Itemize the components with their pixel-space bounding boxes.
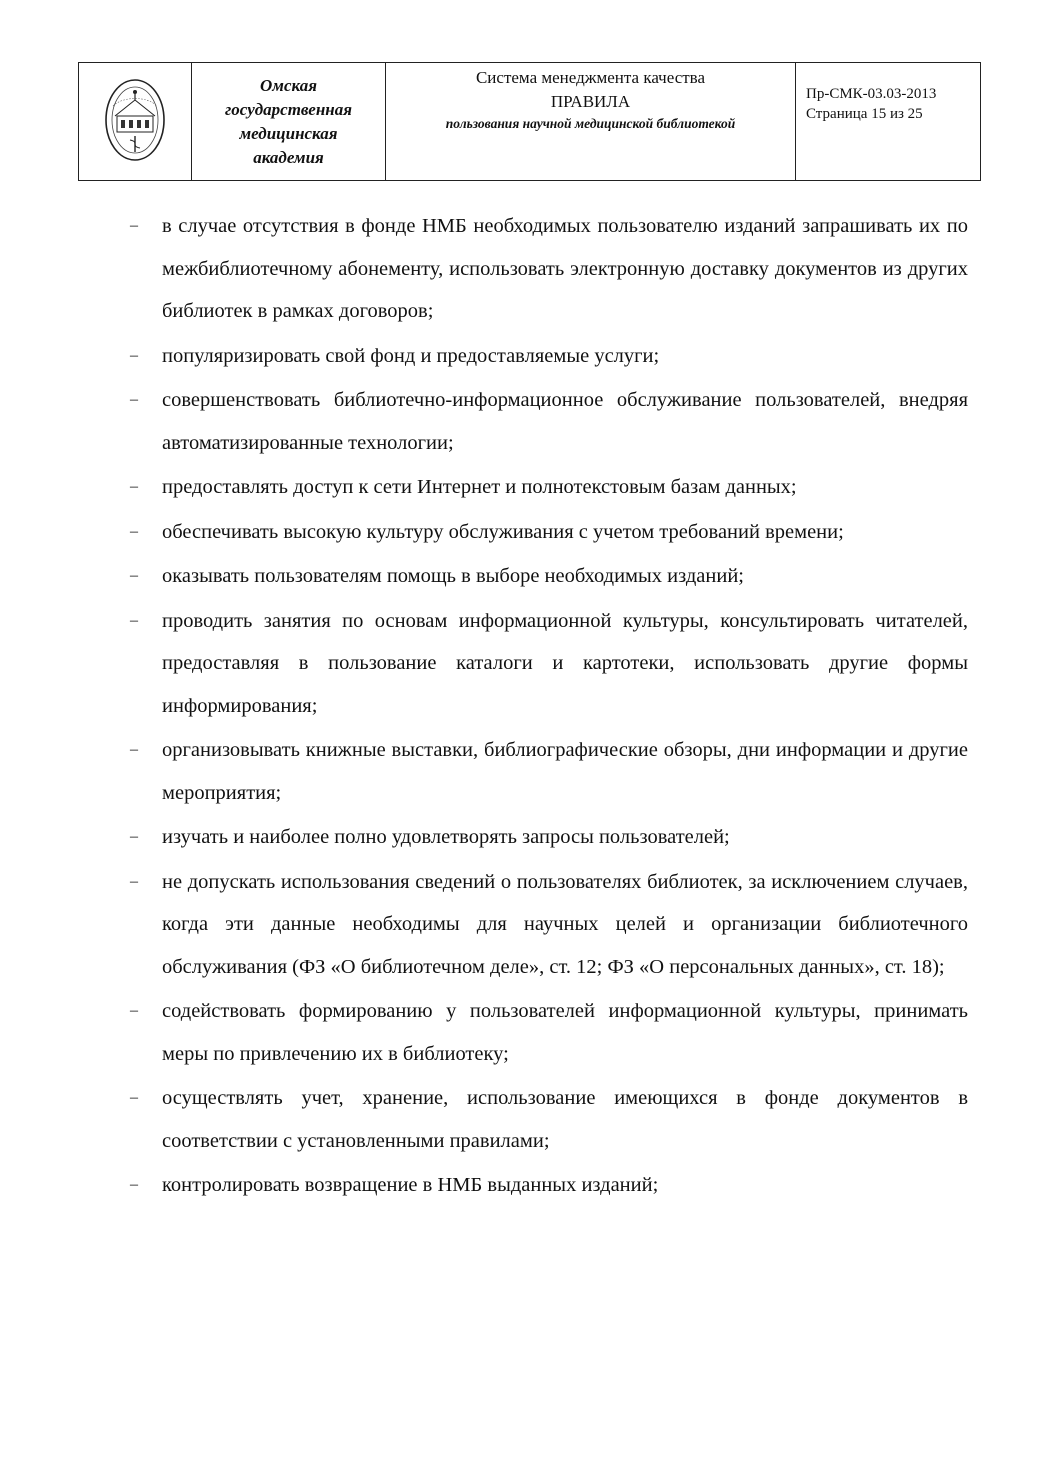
- list-marker: –: [130, 478, 138, 495]
- organization-name: [192, 74, 385, 170]
- list-item-text: в случае отсутствия в фонде НМБ необходимых пользователю изданий запрашивать их по межбиблиотечному абонементу, использовать электронную доставку документов из других библиотек в рамках договоров;: [162, 215, 968, 322]
- list-item-text: оказывать пользователям помощь в выборе необходимых изданий;: [162, 565, 745, 587]
- list-item-text: популяризировать свой фонд и предоставляемые услуги;: [162, 344, 660, 367]
- document-subject: пользования научной медицинской библиотекой: [445, 116, 736, 131]
- list-item: [130, 1164, 968, 1207]
- list-item-text: не допускать использования сведений о пользователях библиотек, за исключением случаев, когда эти данные необходимы для научных целей и организации библиотечного обслуживания (ФЗ «О библиотечном деле», ст. 12; ФЗ «О персональных данных», ст. 18);: [162, 870, 968, 978]
- list-marker: –: [130, 1002, 138, 1019]
- list-item: [130, 990, 968, 1075]
- document-header: [78, 62, 981, 181]
- list-item: [130, 335, 968, 378]
- list-item: [130, 861, 968, 989]
- document-title-cell: [386, 63, 796, 181]
- quality-system-title: Система менеджмента качества: [475, 68, 706, 87]
- organization-cell: [192, 63, 386, 181]
- list-marker: –: [130, 611, 138, 629]
- list-item-text: проводить занятия по основам информационной культуры, консультировать читателей, предоставляя в пользование каталоги и картотеки, использовать другие формы информирования;: [162, 609, 968, 717]
- list-marker: –: [130, 741, 138, 758]
- list-marker: –: [130, 217, 138, 234]
- list-item-text: осуществлять учет, хранение, использование имеющихся в фонде документов в соответствии с установленными правилами;: [162, 1087, 968, 1152]
- list-item: [130, 466, 968, 509]
- list-item: [130, 379, 968, 464]
- list-item-text: содействовать формированию у пользователей информационной культуры, принимать меры по привлечению их в библиотеку;: [162, 1000, 968, 1065]
- list-item-text: совершенствовать библиотечно-информационное обслуживание пользователей, внедряя автоматизированные технологии;: [162, 389, 968, 454]
- list-item: [130, 1077, 968, 1162]
- list-item: [130, 600, 968, 728]
- list-item-text: предоставлять доступ к сети Интернет и полнотекстовым базам данных;: [162, 476, 797, 498]
- list-item-text: контролировать возвращение в НМБ выданных изданий;: [162, 1174, 659, 1196]
- list-item-text: организовывать книжные выставки, библиографические обзоры, дни информации и другие мероприятия;: [162, 739, 968, 804]
- list-item-text: обеспечивать высокую культуру обслуживания с учетом требований времени;: [162, 520, 844, 543]
- list-item: [130, 555, 968, 598]
- organization-line: государственная: [225, 99, 352, 119]
- list-item: [130, 205, 968, 333]
- organization-line: медицинская: [239, 123, 338, 143]
- list-item-text: изучать и наиболее полно удовлетворять запросы пользователей;: [162, 826, 730, 848]
- organization-line: Омская: [260, 75, 317, 95]
- list-marker: –: [130, 1089, 138, 1106]
- duties-list: [130, 205, 968, 1209]
- logo-cell: [79, 63, 192, 181]
- list-marker: –: [130, 346, 138, 364]
- document-type: ПРАВИЛА: [550, 92, 631, 111]
- list-marker: –: [130, 522, 138, 540]
- list-item: [130, 816, 968, 859]
- list-item: [130, 729, 968, 814]
- academy-seal-logo: [103, 76, 167, 164]
- document-code: Пр-СМК-03.03-2013: [806, 86, 937, 102]
- list-item: [130, 511, 968, 554]
- organization-line: академия: [253, 147, 324, 167]
- document-code-cell: [796, 63, 981, 181]
- list-marker: –: [130, 828, 138, 845]
- list-marker: –: [130, 1176, 138, 1193]
- list-marker: –: [130, 391, 138, 408]
- list-marker: –: [130, 872, 138, 890]
- page-number: Страница 15 из 25: [806, 106, 923, 122]
- list-marker: –: [130, 567, 138, 584]
